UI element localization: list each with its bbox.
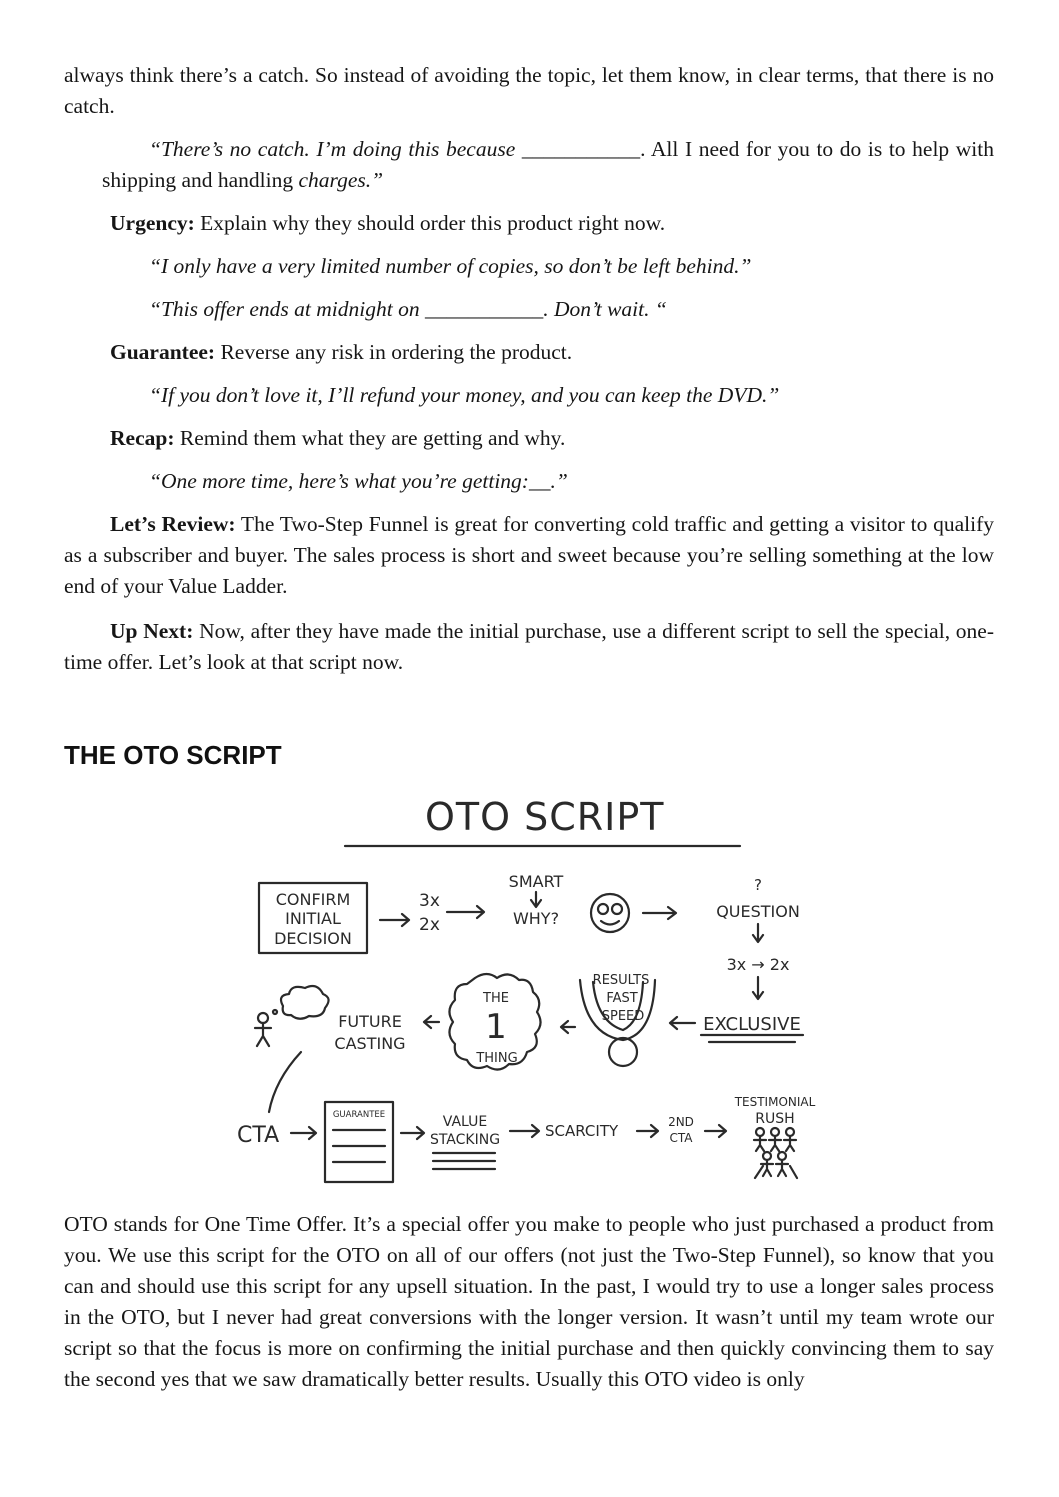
question-label: QUESTION [716, 902, 800, 921]
arrow-icon [561, 1021, 575, 1033]
cta-label: CTA [237, 1123, 280, 1148]
fast-label: FAST [606, 991, 638, 1006]
arrow-icon [401, 1127, 424, 1139]
page-body [64, 60, 994, 692]
times-3-to-2-label: 3x → 2x [726, 955, 790, 974]
glasses-right-icon [612, 904, 622, 914]
value-label: VALUE [442, 1114, 488, 1130]
section-heading: THE OTO SCRIPT [64, 740, 282, 770]
recap-quote: “One more time, here’s what you’re getting:__.” [149, 469, 568, 493]
value-stacking-lines [433, 1153, 495, 1169]
guarantee-text: Reverse any risk in ordering the product. [215, 340, 573, 364]
connector-curve [269, 1052, 301, 1112]
arrow-icon [447, 906, 484, 918]
times-2-label: 2x [419, 915, 440, 935]
guarantee-label: Guarantee: [110, 340, 216, 364]
urgency-label: Urgency: [110, 211, 195, 235]
review-label: Let’s Review: [110, 512, 236, 536]
arrow-icon [643, 907, 676, 919]
times-3-label: 3x [419, 891, 440, 911]
guarantee-line [64, 337, 994, 368]
arrow-icon [424, 1016, 439, 1028]
urgency-quote-2: “This offer ends at midnight on ___________. Don’t wait. “ [149, 297, 667, 321]
arrow-icon [291, 1127, 316, 1139]
recap-label: Recap: [110, 426, 175, 450]
stacking-label: STACKING [429, 1132, 501, 1148]
urgency-text: Explain why they should order this product right now. [194, 211, 666, 235]
speed-label: SPEED [601, 1009, 645, 1024]
smiley-face-icon [591, 894, 629, 932]
crowd-icon [754, 1128, 797, 1178]
results-label: RESULTS [592, 973, 650, 988]
second-cta-line-1: 2ND [668, 1115, 694, 1129]
the-label: THE [483, 991, 509, 1006]
arrow-icon [510, 1125, 539, 1137]
confirm-line-2: INITIAL [285, 909, 341, 928]
scarcity-label: SCARCITY [545, 1122, 619, 1140]
smart-label: SMART [508, 872, 564, 891]
quote-part-1: “There’s no catch. I’m doing this because [149, 137, 522, 161]
quote-part-2: . All I need for you to do is to help with shipping and handling [102, 137, 994, 192]
document-lines-icon [333, 1130, 385, 1162]
stick-figure-head-icon [258, 1013, 268, 1023]
urgency-quote-1: “I only have a very limited number of copies, so don’t be left behind.” [149, 254, 752, 278]
arrow-icon [637, 1125, 658, 1137]
review-paragraph [64, 509, 994, 602]
exclusive-underline [701, 1035, 803, 1042]
sketch-title: OTO SCRIPT [425, 795, 665, 839]
quote-blank: ___________ [521, 137, 641, 161]
casting-label: CASTING [334, 1034, 406, 1053]
arrow-icon [531, 892, 541, 907]
rush-label: RUSH [755, 1111, 795, 1127]
review-text: The Two-Step Funnel is great for converting cold traffic and getting a visitor to qualify as a subscriber and buyer. The sales process is short and sweet because you’re selling something at the low end of your Value Ladder. [64, 512, 994, 598]
confirm-line-1: CONFIRM [275, 890, 351, 909]
exclusive-label: EXCLUSIVE [703, 1014, 801, 1035]
recap-text: Remind them what they are getting and why. [174, 426, 566, 450]
future-label: FUTURE [338, 1012, 402, 1031]
thought-bubble-icon [273, 1010, 277, 1014]
arrow-icon [753, 977, 763, 999]
urgency-line [64, 208, 994, 239]
stick-figure-body-icon [255, 1023, 271, 1046]
guarantee-quote: “If you don’t love it, I’ll refund your money, and you can keep the DVD.” [149, 383, 780, 407]
quote-part-3: charges.” [298, 168, 384, 192]
medal-icon [609, 1038, 637, 1066]
arrow-icon [380, 914, 409, 926]
up-next-text: Now, after they have made the initial purchase, use a different script to sell the special, one-time offer. Let’s look at that script now. [64, 619, 995, 674]
testimonial-label: TESTIMONIAL [734, 1095, 816, 1109]
thing-label: THING [476, 1051, 518, 1066]
one-label: 1 [485, 1007, 507, 1047]
recap-line [64, 423, 994, 454]
up-next-label: Up Next: [110, 619, 194, 643]
smile-icon [601, 921, 619, 925]
question-mark: ? [754, 876, 762, 894]
up-next-paragraph [64, 616, 994, 678]
why-label: WHY? [512, 909, 560, 928]
no-catch-quote [64, 134, 994, 196]
glasses-left-icon [598, 904, 608, 914]
second-cta-line-2: CTA [669, 1131, 693, 1145]
arrow-icon [705, 1125, 726, 1137]
guarantee-box-label: GUARANTEE [332, 1110, 386, 1120]
arrow-icon [670, 1017, 695, 1029]
arrow-icon [753, 924, 763, 942]
intro-paragraph: always think there’s a catch. So instead of avoiding the topic, let them know, in clear terms, that there is no catch. [64, 63, 994, 118]
thought-cloud-icon [281, 986, 329, 1019]
confirm-line-3: DECISION [274, 929, 352, 948]
oto-script-sketch [225, 790, 835, 1190]
oto-description-paragraph: OTO stands for One Time Offer. It’s a special offer you make to people who just purchased a product from you. We use this script for the OTO on all of our offers (not just the Two-Step Funnel), so know that you can and should use this script for any upsell situation. In the past, I would try to use a longer sales process in the OTO, but I never had great conversions with the longer version. It wasn’t until my team wrote our script so that the focus is more on confirming the initial purchase and then quickly convincing them to say the second yes that we saw dramatically better results. Usually this OTO video is only [64, 1212, 994, 1391]
